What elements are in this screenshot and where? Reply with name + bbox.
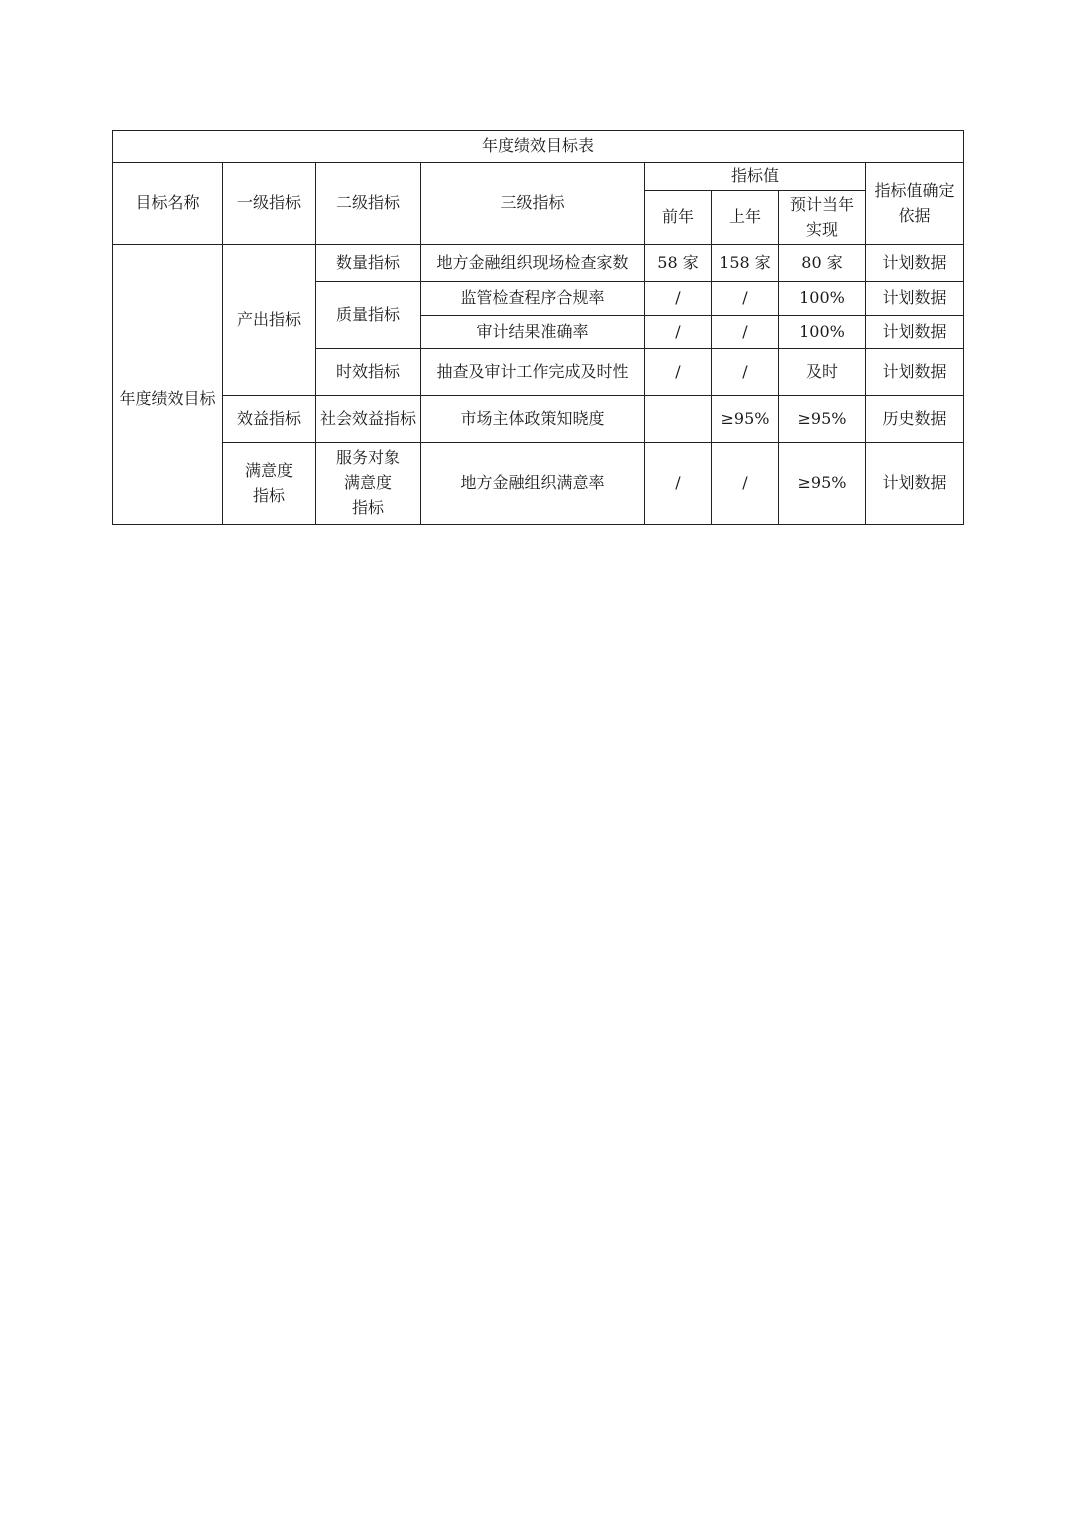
header-basis-line: 指标值确定 xyxy=(874,180,955,200)
level1-satisfaction xyxy=(223,443,316,525)
level3-cell: 审计结果准确率 xyxy=(421,316,645,349)
header-expected-line: 实现 xyxy=(805,219,838,239)
table-row xyxy=(113,245,964,282)
header-level3: 三级指标 xyxy=(421,163,645,245)
goal-cell: 年度绩效目标 xyxy=(113,245,223,525)
level3-cell: 市场主体政策知晓度 xyxy=(421,396,645,443)
level2-service-line: 服务对象 xyxy=(335,448,400,468)
basis-cell: 计划数据 xyxy=(866,282,964,316)
expected-cell: ≥95% xyxy=(779,443,866,525)
level2-timeliness: 时效指标 xyxy=(316,349,421,396)
header-goal-name: 目标名称 xyxy=(113,163,223,245)
header-indicator-value: 指标值 xyxy=(645,163,866,191)
header-expected xyxy=(779,191,866,245)
prev-year-cell: / xyxy=(645,443,712,525)
expected-cell: ≥95% xyxy=(779,396,866,443)
last-year-cell: / xyxy=(712,282,779,316)
prev-year-cell xyxy=(645,396,712,443)
level2-service-line: 满意度 xyxy=(343,473,392,493)
expected-cell: 100% xyxy=(779,316,866,349)
level2-social: 社会效益指标 xyxy=(316,396,421,443)
last-year-cell: 158 家 xyxy=(712,245,779,282)
level2-quality: 质量指标 xyxy=(316,282,421,349)
header-basis-line: 依据 xyxy=(898,205,931,225)
basis-cell: 计划数据 xyxy=(866,245,964,282)
level2-service-line: 指标 xyxy=(351,497,384,517)
table-row xyxy=(113,396,964,443)
prev-year-cell: / xyxy=(645,349,712,396)
header-level1: 一级指标 xyxy=(223,163,316,245)
header-expected-line: 预计当年 xyxy=(789,194,854,214)
header-last-year: 上年 xyxy=(712,191,779,245)
last-year-cell: / xyxy=(712,316,779,349)
header-basis xyxy=(866,163,964,245)
header-prev-year: 前年 xyxy=(645,191,712,245)
level2-quantity: 数量指标 xyxy=(316,245,421,282)
table-row xyxy=(113,443,964,525)
basis-cell: 历史数据 xyxy=(866,396,964,443)
table-title: 年度绩效目标表 xyxy=(113,131,964,163)
last-year-cell: / xyxy=(712,349,779,396)
level2-service xyxy=(316,443,421,525)
prev-year-cell: 58 家 xyxy=(645,245,712,282)
expected-cell: 100% xyxy=(779,282,866,316)
basis-cell: 计划数据 xyxy=(866,443,964,525)
level1-benefit: 效益指标 xyxy=(223,396,316,443)
basis-cell: 计划数据 xyxy=(866,316,964,349)
level1-satisfaction-line: 指标 xyxy=(252,485,285,505)
level1-satisfaction-line: 满意度 xyxy=(244,460,293,480)
prev-year-cell: / xyxy=(645,282,712,316)
performance-goal-table xyxy=(112,130,964,525)
last-year-cell: ≥95% xyxy=(712,396,779,443)
expected-cell: 及时 xyxy=(779,349,866,396)
expected-cell: 80 家 xyxy=(779,245,866,282)
level3-cell: 监管检查程序合规率 xyxy=(421,282,645,316)
last-year-cell: / xyxy=(712,443,779,525)
level3-cell: 抽查及审计工作完成及时性 xyxy=(421,349,645,396)
level1-output: 产出指标 xyxy=(223,245,316,396)
level3-cell: 地方金融组织现场检查家数 xyxy=(421,245,645,282)
prev-year-cell: / xyxy=(645,316,712,349)
level3-cell: 地方金融组织满意率 xyxy=(421,443,645,525)
basis-cell: 计划数据 xyxy=(866,349,964,396)
header-level2: 二级指标 xyxy=(316,163,421,245)
